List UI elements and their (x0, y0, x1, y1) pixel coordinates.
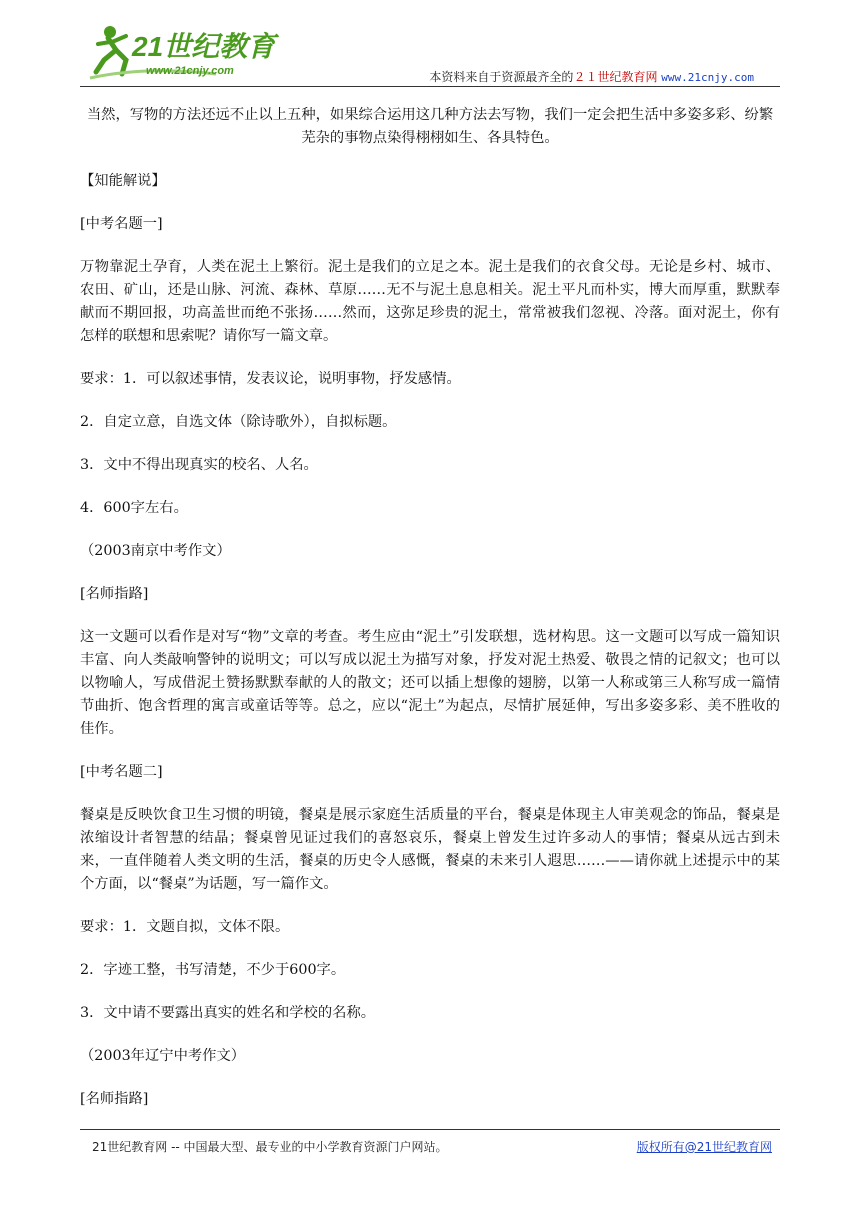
exam-prompt-1: 万物靠泥土孕育，人类在泥土上繁衍。泥土是我们的立足之本。泥土是我们的衣食父母。无论是乡村、城市、农田、矿山，还是山脉、河流、森林、草原……无不与泥土息息相关。泥土平凡而朴实，博大而厚重，默默奉献而不期回报，功高盖世而绝不张扬……然而，这弥足珍贵的泥土，常常被我们忽视、冷落。面对泥土，你有怎样的联想和思索呢？请你写一篇文章。 (80, 259, 780, 344)
source-2: （2003年辽宁中考作文） (80, 1048, 246, 1064)
exam-prompt-2: 餐桌是反映饮食卫生习惯的明镜，餐桌是展示家庭生活质量的平台，餐桌是体现主人审美观念的饰品，餐桌是浓缩设计者智慧的结晶；餐桌曾见证过我们的喜怒哀乐，餐桌上曾发生过许多动人的事情；餐桌从远古到未来，一直伴随着人类文明的生活，餐桌的历史令人感慨，餐桌的未来引人遐思……——请你就上述提示中的某个方面，以“餐桌”为话题，写一篇作文。 (80, 807, 780, 892)
logo-url-text: www.21cnjy.com (146, 65, 234, 77)
guide-title-2: [名师指路] (80, 1091, 149, 1107)
guide-paragraph-1: 这一文题可以看作是对写“物”文章的考查。考生应由“泥土”引发联想，选材构思。这一文题可以写成一篇知识丰富、向人类敲响警钟的说明文；可以写成以泥土为描写对象，抒发对泥土热爱、敬畏之情的记叙文；也可以以物喻人，写成借泥土赞扬默默奉献的人的散文；还可以插上想像的翅膀，以第一人称或第三人称写成一篇情节曲折、饱含哲理的寓言或童话等等。总之，应以“泥土”为起点，尽情扩展延伸，写出多姿多彩、美不胜收的佳作。 (80, 629, 780, 737)
header-note-url[interactable]: www.21cnjy.com (661, 71, 754, 84)
requirement-1-4: 4．600字左右。 (80, 500, 188, 516)
guide-title-1: [名师指路] (80, 586, 149, 602)
document-body (80, 104, 780, 1131)
exam-title-2: [中考名题二] (80, 764, 163, 780)
header-divider (80, 86, 780, 87)
intro-paragraph: 当然，写物的方法还远不止以上五种，如果综合运用这几种方法去写物，我们一定会把生活中多姿多彩、纷繁芜杂的事物点染得栩栩如生、各具特色。 (86, 107, 774, 146)
requirement-1-1: 要求：1．可以叙述事情，发表议论，说明事物，抒发感情。 (80, 371, 461, 387)
header-note-site: ２１世纪教育网 (573, 70, 658, 84)
requirement-1-2: 2．自定立意，自选文体（除诗歌外），自拟标题。 (80, 414, 397, 430)
footer-site-description: 21世纪教育网 -- 中国最大型、最专业的中小学教育资源门户网站。 (92, 1140, 448, 1154)
requirement-2-2: 2．字迹工整，书写清楚，不少于600字。 (80, 962, 346, 978)
section-heading: 【知能解说】 (80, 173, 166, 189)
footer-copyright-link[interactable]: 版权所有@21世纪教育网 (636, 1140, 772, 1154)
logo-main-text: 21世纪教育 (132, 31, 276, 62)
requirement-2-3: 3．文中请不要露出真实的姓名和学校的名称。 (80, 1005, 376, 1021)
source-1: （2003南京中考作文） (80, 543, 231, 559)
site-logo (86, 20, 286, 82)
requirement-2-1: 要求：1．文题自拟，文体不限。 (80, 919, 290, 935)
requirement-1-3: 3．文中不得出现真实的校名、人名。 (80, 457, 318, 473)
page-header (0, 0, 860, 90)
header-note-prefix: 本资料来自于资源最齐全的 (429, 70, 574, 84)
header-source-note (429, 68, 754, 85)
footer-divider (80, 1129, 780, 1130)
exam-title-1: [中考名题一] (80, 216, 163, 232)
